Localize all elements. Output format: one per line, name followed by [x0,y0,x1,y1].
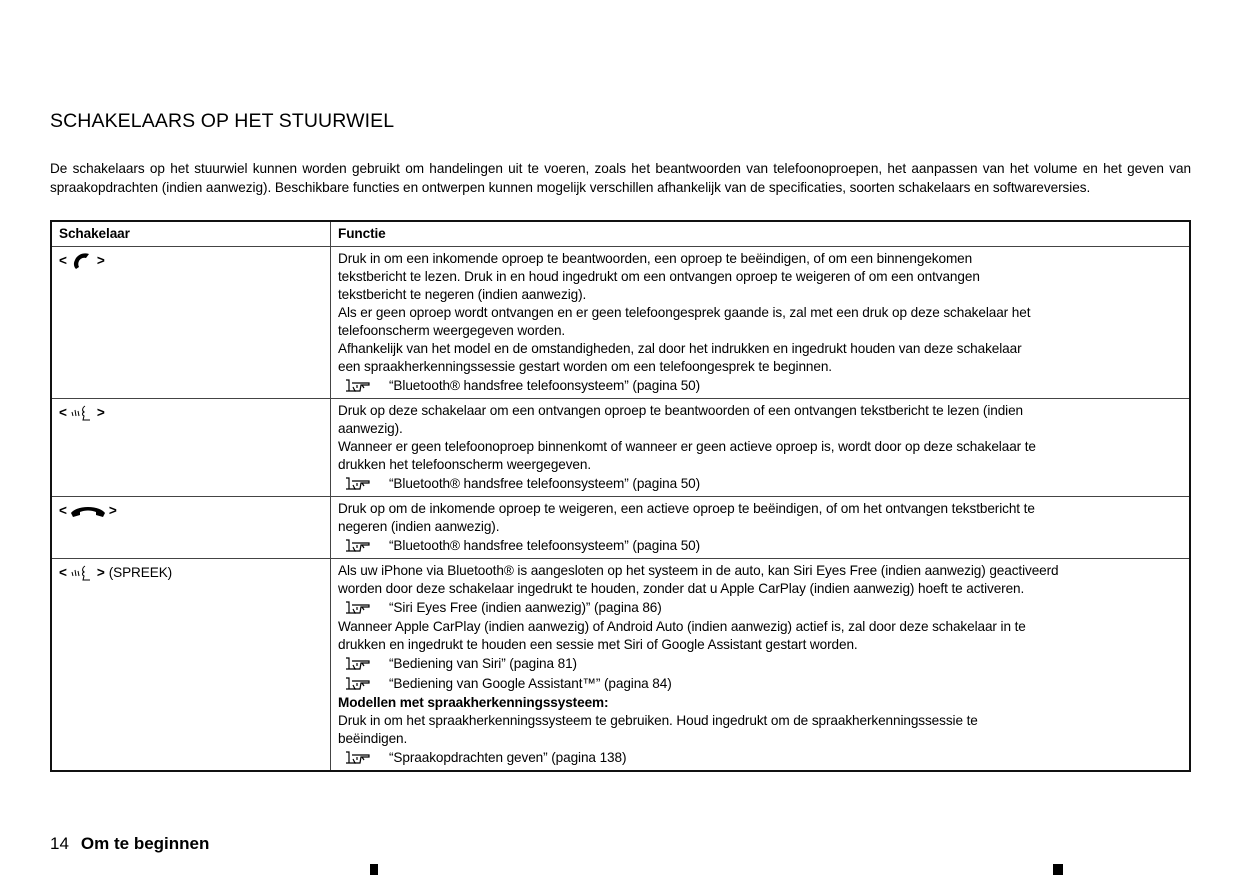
function-text: Als uw iPhone via Bluetooth® is aangesloten op het systeem in de auto, kan Siri Eyes Free (indien aanwezig) geactiveerd [338,563,1059,578]
bracket-open: < [59,253,67,268]
column-header-function: Functie [331,221,1191,247]
phone-hangup-icon [67,503,109,519]
crop-mark [370,864,378,875]
page-reference[interactable] [338,474,1182,494]
reference-hand-icon [338,657,389,671]
reference-hand-icon [338,477,389,491]
function-text: Druk op om de inkomende oproep te weigeren, een actieve oproep te beëindigen, of om het ontvangen tekstbericht te [338,501,1035,516]
reference-text[interactable]: “Siri Eyes Free (indien aanwezig)” (pagina 86) [389,600,662,615]
reference-text[interactable]: “Bluetooth® handsfree telefoonsysteem” (pagina 50) [389,378,701,393]
function-cell [331,399,1191,497]
function-text: telefoonscherm weergegeven worden. [338,323,566,338]
reference-text[interactable]: “Bluetooth® handsfree telefoonsysteem” (pagina 50) [389,538,701,553]
function-text: aanwezig). [338,421,403,436]
function-text: drukken en ingedrukt te houden een sessie met Siri of Google Assistant gestart worden. [338,637,858,652]
table-header-row [51,221,1190,247]
bracket-open: < [59,503,67,518]
reference-hand-icon [338,539,389,553]
function-text: Wanneer Apple CarPlay (indien aanwezig) of Android Auto (indien aanwezig) actief is, zal door deze schakelaar in te [338,619,1026,634]
reference-hand-icon [338,601,389,615]
column-header-switch: Schakelaar [51,221,331,247]
function-text: Wanneer er geen telefoonoproep binnenkomt of wanneer er geen actieve oproep is, wordt door op deze schakelaar te [338,439,1036,454]
function-text: Druk in om een inkomende oproep te beantwoorden, een oproep te beëindigen, of om een binnengekomen [338,251,973,266]
switch-table [50,220,1191,772]
bracket-open: < [59,565,67,580]
page-reference[interactable] [338,674,1182,694]
reference-text[interactable]: “Bediening van Siri” (pagina 81) [389,656,577,671]
page-reference[interactable] [338,598,1182,618]
reference-hand-icon [338,751,389,765]
page-reference[interactable] [338,654,1182,674]
bracket-close: > [96,565,105,580]
switch-label [59,563,323,583]
subheading: Modellen met spraakherkenningssysteem: [338,695,609,710]
switch-cell [51,497,331,559]
switch-cell [51,559,331,772]
switch-cell [51,399,331,497]
page-reference[interactable] [338,748,1182,768]
function-text: negeren (indien aanwezig). [338,519,500,534]
function-text: tekstbericht te lezen. Druk in en houd ingedrukt om een ontvangen oproep te weigeren of om een ontvangen [338,269,980,284]
page-title: SCHAKELAARS OP HET STUURWIEL [50,110,395,132]
switch-label [59,403,323,423]
function-cell [331,497,1191,559]
reference-text[interactable]: “Spraakopdrachten geven” (pagina 138) [389,750,627,765]
table-row [51,399,1190,497]
switch-suffix: (SPREEK) [108,565,173,580]
reference-hand-icon [338,677,389,691]
function-text: tekstbericht te negeren (indien aanwezig). [338,287,587,302]
section-title: Om te beginnen [80,834,210,853]
table-row [51,497,1190,559]
function-text: Afhankelijk van het model en de omstandigheden, zal door het indrukken en ingedrukt houden van deze schakelaar [338,341,1022,356]
table-row [51,559,1190,772]
bracket-close: > [96,405,105,420]
function-text: beëindigen. [338,731,408,746]
voice-talk-icon [67,404,97,422]
bracket-close: > [96,253,105,268]
function-text: worden door deze schakelaar ingedrukt te houden, zonder dat u Apple CarPlay (indien aanwezig) hoeft te activeren. [338,581,1025,596]
reference-hand-icon [338,379,389,393]
switch-label [59,251,323,271]
switch-label [59,501,323,521]
table-row [51,247,1190,399]
voice-talk-icon [67,564,97,582]
page-reference[interactable] [338,376,1182,396]
function-text: Druk op deze schakelaar om een ontvangen oproep te beantwoorden of een ontvangen tekstbericht te lezen (indien [338,403,1024,418]
switch-cell [51,247,331,399]
page-number: 14 [50,834,69,853]
function-cell [331,559,1191,772]
phone-pickup-icon [67,252,97,270]
page-footer [50,834,209,854]
reference-text[interactable]: “Bediening van Google Assistant™” (pagina 84) [389,676,672,691]
page-reference[interactable] [338,536,1182,556]
bracket-open: < [59,405,67,420]
intro-paragraph: De schakelaars op het stuurwiel kunnen worden gebruikt om handelingen uit te voeren, zoals het beantwoorden van telefoonoproepen, het aanpassen van het volume en het geven van spraakopdrachten (indien aanwezig). Beschikbare functies en ontwerpen kunnen mogelijk verschillen afhankelijk van de specificaties, soorten schakelaars en softwareversies. [50,161,1191,195]
function-text: Als er geen oproep wordt ontvangen en er geen telefoongesprek gaande is, zal met een druk op deze schakelaar het [338,305,1031,320]
reference-text[interactable]: “Bluetooth® handsfree telefoonsysteem” (pagina 50) [389,476,701,491]
bracket-close: > [108,503,117,518]
function-cell [331,247,1191,399]
function-text: een spraakherkenningssessie gestart worden om een telefoongesprek te beginnen. [338,359,832,374]
function-text: drukken het telefoonscherm weergegeven. [338,457,592,472]
function-text: Druk in om het spraakherkenningssysteem te gebruiken. Houd ingedrukt om de spraakherkenningssessie te [338,713,978,728]
crop-mark [1053,864,1063,875]
